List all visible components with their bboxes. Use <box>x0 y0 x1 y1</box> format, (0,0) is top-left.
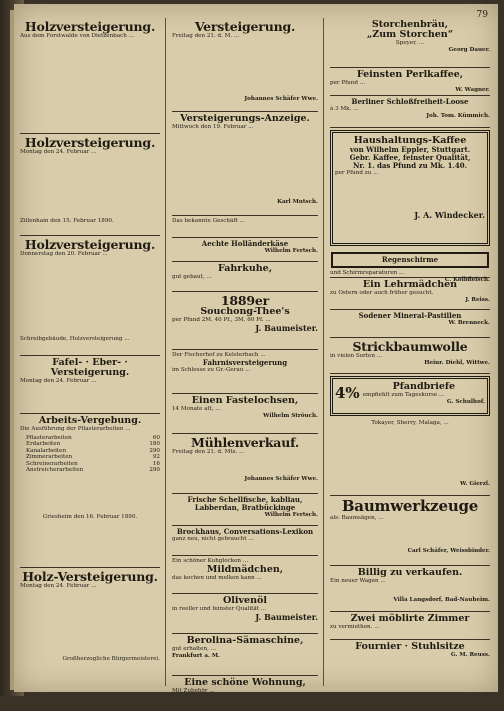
ad-title: Mildmädchen, <box>206 563 284 575</box>
ad-text: im Schlosse zu Gr.-Gerau ... <box>172 366 251 373</box>
ad-title: Billig zu verkaufen. <box>357 567 463 578</box>
ad-versteigerungs-anzeige <box>172 112 318 216</box>
ad-signature: Johannes Schäfer Wwe. <box>244 95 318 102</box>
ad-text: das kochen und melken kann ... <box>172 574 262 581</box>
ad-geschaeft <box>172 216 318 238</box>
ad-signature: W. Brenneck. <box>448 320 490 326</box>
work-item-label: Schreinerarbeiten <box>26 460 78 467</box>
ad-subtitle: Nr. 1. das Pfund zu Mk. 1.40. <box>352 161 468 170</box>
work-item-label: Pflasterarbeiten <box>26 434 72 441</box>
ad-title: Brockhaus, Conversations-Lexikon <box>176 527 314 536</box>
ad-title: Fafel- · Eber- · Versteigerung. <box>50 357 130 378</box>
ad-fahrnisversteigerung <box>172 350 318 394</box>
newspaper-page <box>14 4 498 692</box>
ad-perlkaffee <box>330 68 490 96</box>
ad-text: gut erhalten, ... <box>172 646 216 652</box>
ad-text: Mittwoch den 19. Februar ... <box>172 124 254 130</box>
ad-title: Berolina-Sämaschine, <box>186 635 304 646</box>
ad-text: empfiehlt zum Tageskurse ... <box>362 392 445 398</box>
ad-schellfische <box>172 494 318 526</box>
ad-hollaenderkaese <box>172 238 318 262</box>
ad-regenschirme <box>330 248 490 283</box>
work-item-label: Erdarbeiten <box>26 441 61 447</box>
column-rule <box>165 18 166 686</box>
ad-text: 14 Monate alt, ... <box>172 406 221 412</box>
ad-wohnung <box>172 676 318 711</box>
ad-signature: Johannes Schäfer Wwe. <box>244 475 318 482</box>
ad-text: Die Ausführung der Pflasterarbeiten ... <box>20 426 131 432</box>
ad-text: Montag den 24. Februar ... <box>20 378 97 384</box>
ad-signature: J. A. Windecker. <box>414 209 485 220</box>
ad-text: als: Baumsägen, ... <box>330 515 384 521</box>
page-number: 79 <box>476 10 488 20</box>
ad-title: Versteigerungs-Anzeige. <box>180 113 310 124</box>
column-middle <box>172 18 318 694</box>
ad-title: Eine schöne Wohnung, <box>184 677 306 688</box>
ad-fournier-stuhlsitze <box>330 640 490 669</box>
ad-title: Arbeits-Vergebung. <box>38 415 142 426</box>
ad-subtitle: Gebr. Kaffee, feinster Qualität, <box>349 153 471 162</box>
ad-title: Fournier · Stuhlsitze <box>355 641 465 652</box>
work-item-qty: 180 <box>149 441 160 447</box>
ad-title: Holzversteigerung. <box>24 237 156 252</box>
work-item-qty: 290 <box>149 447 160 454</box>
ad-souchong-thee <box>172 292 318 350</box>
column-left <box>20 18 160 686</box>
ad-muehlenverkauf <box>172 434 318 494</box>
ad-schlossfreiheit-loose <box>330 96 490 128</box>
ad-text: in vielen Sorten ... <box>330 353 383 359</box>
ad-signature: J. Baumeister. <box>255 322 318 333</box>
work-item-qty: 290 <box>149 467 160 473</box>
ad-signature: Heinr. Diehl, Wittwe. <box>424 359 490 366</box>
ad-olivenoel <box>172 594 318 634</box>
ad-signature: Carl Schäfer, Weissbinder. <box>407 547 490 554</box>
column-rule <box>323 18 324 686</box>
ad-title: Olivenöl <box>223 595 267 606</box>
ad-subtitle: Labberdan, Bratbückinge <box>194 503 296 512</box>
ad-signature: Wilhelm Ströuch. <box>263 412 318 419</box>
ad-versteigerung <box>172 18 318 112</box>
ad-weine <box>330 418 490 496</box>
ad-text: per Pfund zu ... <box>335 170 379 176</box>
ad-title: Feinsten Perlkaffee, <box>356 69 464 80</box>
ad-text: zu vermiethen. ... <box>330 624 380 630</box>
ad-title: Fahrnisversteigerung <box>202 357 288 367</box>
ad-holzversteigerung-3 <box>20 236 160 356</box>
ad-text: gut gebaut, ... <box>172 274 212 280</box>
work-items-list <box>26 435 160 474</box>
ad-title: Zwei möblirte Zimmer <box>350 613 470 624</box>
ad-text: Ein schöner Kuhglocken ... <box>172 558 249 564</box>
ad-signature: W. Gierzl. <box>460 480 490 487</box>
ad-signature: G. M. Reuss. <box>450 652 490 658</box>
ad-signature: Wilhelm Fertsch. <box>264 248 318 254</box>
ad-title: Berliner Schloßfreiheit-Loose <box>351 97 469 106</box>
ad-text: Freitag den 21. d. Mts. ... <box>172 449 245 455</box>
ad-baumwerkzeuge <box>330 496 490 566</box>
ad-title: Holzversteigerung. <box>24 19 156 34</box>
ad-footer: Großherzogliche Bürgermeisterei. <box>62 655 160 662</box>
ad-holzversteigerung-1 <box>20 18 160 134</box>
ad-moeblirte-zimmer <box>330 612 490 640</box>
ad-text: und Schirmreparaturen ... <box>330 270 405 276</box>
ad-subtitle: von Wilhelm Eppler, Stuttgart. <box>349 145 471 154</box>
ad-text: Speyer, ... <box>395 40 425 46</box>
work-item-label: Anstreicherarbeiten <box>26 467 84 473</box>
ad-text: Ein neuer Wagen ... <box>330 578 386 584</box>
ad-title: Fahrkuhe, <box>217 263 273 274</box>
ad-sodener-pastillen <box>330 310 490 338</box>
ad-text: Freitag den 21. d. M. ... <box>172 33 240 39</box>
ad-signature: W. Wagner. <box>455 86 490 93</box>
ad-subtitle: Souchong-Thee's <box>200 306 290 317</box>
ad-haushaltungs-kaffee <box>330 130 490 246</box>
ad-footer: Griesheim den 16. Februar 1890. <box>42 513 138 520</box>
ad-place: Frankfurt a. M. <box>172 652 220 659</box>
ad-signature: Georg Dauer. <box>448 46 490 53</box>
work-item-label: Zimmerarbeiten <box>26 454 73 460</box>
work-item-row <box>26 467 160 474</box>
ad-text: à 3 Mk. ... <box>330 106 359 112</box>
ad-title: Holzversteigerung. <box>24 135 156 150</box>
ad-text: Mit Zubehör ... <box>172 688 215 694</box>
ad-text: Montag den 24. Februar ... <box>20 149 97 155</box>
ad-title: Sodener Mineral-Pastillen <box>358 311 462 320</box>
ad-signature: J. Baumeister. <box>255 611 318 622</box>
ad-text: zu Ostern oder auch früher gesucht. <box>330 290 434 296</box>
ad-signature: J. Reiss. <box>465 296 490 303</box>
ad-holz-versteigerung-4 <box>20 568 160 673</box>
ad-text: Das bekannte Geschäft ... <box>172 218 245 224</box>
ad-text: ganz neu, nicht gebraucht ... <box>172 536 254 542</box>
ad-berolina <box>172 634 318 676</box>
ad-signature: Karl Mutsch. <box>277 198 318 205</box>
ad-billig-zu-verkaufen <box>330 566 490 612</box>
ad-strickbaumwolle <box>330 338 490 374</box>
ad-title: Baumwerkzeuge <box>341 497 479 515</box>
ad-mildmaedchen <box>172 556 318 594</box>
ad-storchenbraeu <box>330 18 490 68</box>
ad-signature: Joh. Tom. Kümmich. <box>426 112 490 119</box>
ad-text: per Pfund ... <box>330 80 366 86</box>
ad-brockhaus <box>172 526 318 556</box>
work-item-qty: 92 <box>152 454 160 460</box>
ad-arbeits-vergebung <box>20 414 160 568</box>
work-item-qty: 16 <box>152 460 160 467</box>
ad-subtitle: „Zum Storchen“ <box>366 29 454 40</box>
ad-pfandbriefe <box>330 376 490 416</box>
ad-title: Pfandbriefe <box>392 381 456 392</box>
ad-title: Mühlenverkauf. <box>191 435 299 450</box>
work-item-qty: 60 <box>152 434 160 441</box>
ad-signature: G. Schulhof. <box>446 398 485 405</box>
ad-signature: Wilhelm Fertsch. <box>264 512 318 518</box>
ad-text: per Pfund 2M. 40 Pf., 3M. 60 Pf. ... <box>172 317 271 323</box>
ad-title: Regenschirme <box>381 255 439 264</box>
ad-text: Der Fischerhof zu Kelsterbach ... <box>172 352 266 358</box>
ad-title: Ein Lehrmädchen <box>362 279 458 290</box>
ad-text: in reeller und feinster Qualität ... <box>172 606 267 612</box>
ad-text: Tokayer, Sherry, Malaga, ... <box>371 420 449 426</box>
ad-text: Donnerstag den 20. Februar ... <box>20 251 108 257</box>
ad-title: Frische Schellfische, kabliau, <box>187 495 303 504</box>
ad-title: Storchenbräu, <box>371 19 449 30</box>
ad-fastelochsen <box>172 394 318 434</box>
ad-title: Aechte Holländerkäse <box>201 239 289 248</box>
ad-title: Holz-Versteigerung. <box>22 569 158 584</box>
ad-title: Einen Fastelochsen, <box>191 395 299 406</box>
work-item-label: Kanalarbeiten <box>26 447 67 454</box>
ad-signature: Villa Langsdorf, Bad-Nauheim. <box>393 596 490 603</box>
ad-title: Strickbaumwolle <box>352 339 468 354</box>
ad-footer: Zillenhain den 15. Februar 1890. <box>20 217 114 224</box>
ad-text: Aus dem Forstwalde von Dietzenbach ... <box>20 33 134 39</box>
ad-fasel-eber <box>20 356 160 414</box>
ad-holzversteigerung-2 <box>20 134 160 236</box>
column-right <box>330 18 490 686</box>
ad-signature: C. Kolbfleisch. <box>444 276 490 283</box>
ad-fahrkuhe <box>172 262 318 292</box>
ad-title: Haushaltungs-Kaffee <box>353 135 467 146</box>
percent-label: 4% <box>335 384 360 403</box>
ad-text: Montag den 24. Februar ... <box>20 583 97 589</box>
ad-title: Versteigerung. <box>194 19 296 34</box>
ad-title: 1889er <box>220 293 270 308</box>
ad-footer: Schreibgebäude, Holzversteigerung ... <box>20 335 130 342</box>
